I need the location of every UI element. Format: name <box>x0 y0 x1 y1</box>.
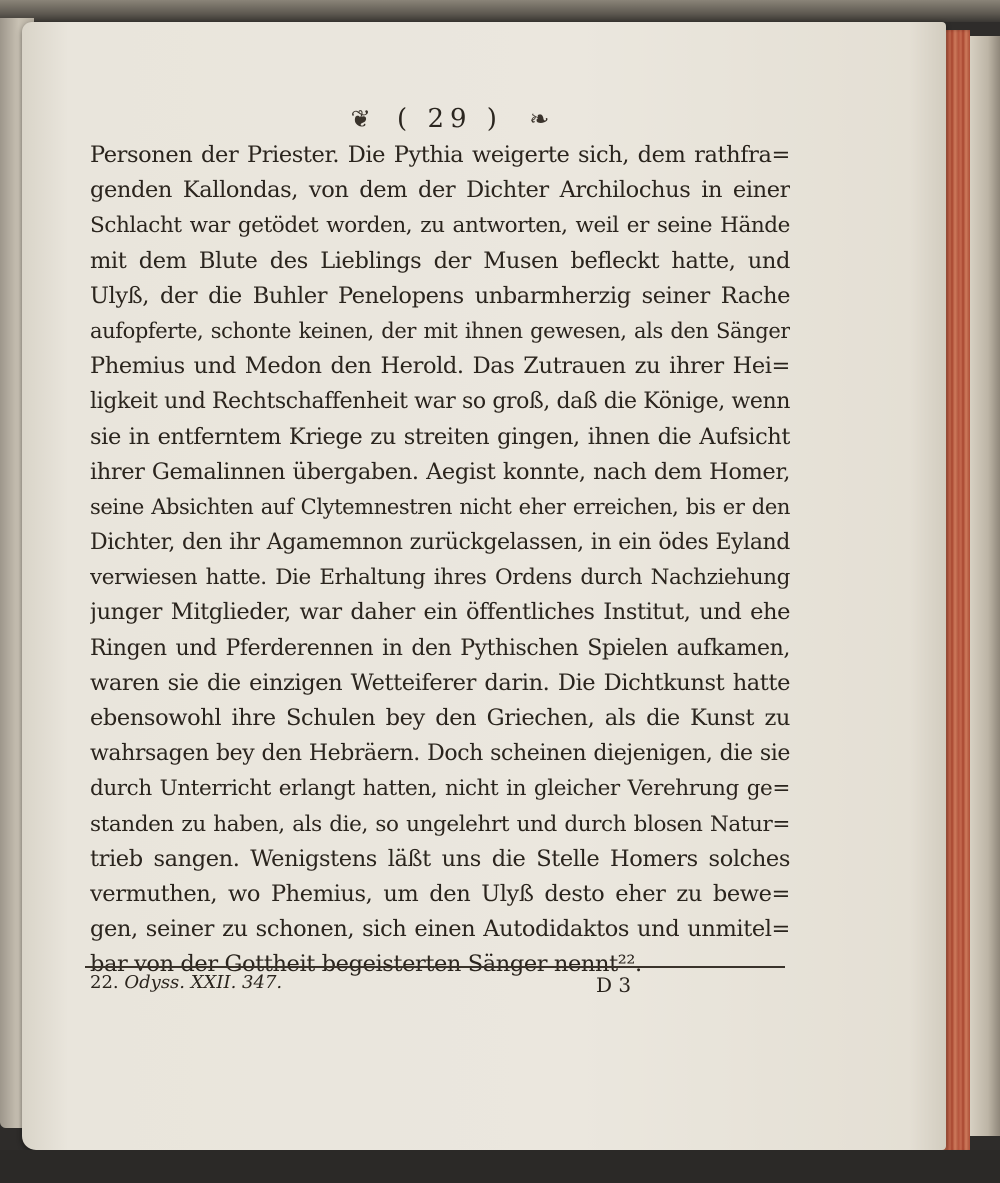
text-line: genden Kallondas, von dem der Dichter Archilochus in einer <box>90 177 790 204</box>
text-line: bar von der Gottheit begeisterten Sänger nennt²². <box>90 951 642 978</box>
text-line: sie in entferntem Kriege zu streiten gingen, ihnen die Aufsicht <box>90 423 790 450</box>
text-line: ebensowohl ihre Schulen bey den Griechen, als die Kunst zu <box>90 705 790 731</box>
text-line: verwiesen hatte. Die Erhaltung ihres Ordens durch Nachziehung <box>90 565 790 591</box>
footnote-rule <box>85 966 785 968</box>
text-line: standen zu haben, als die, so ungelehrt und durch blosen Natur= <box>90 811 790 837</box>
text-line: mit dem Blute des Lieblings der Musen befleckt hatte, und <box>90 247 790 274</box>
text-line: Personen der Priester. Die Pythia weigerte sich, dem rathfra= <box>90 142 790 168</box>
text-line: waren sie die einzigen Wetteiferer darin. Die Dichtkunst hatte <box>90 669 790 696</box>
page-header <box>0 104 900 134</box>
ornament-right-icon: ❧ <box>529 105 550 133</box>
text-line: wahrsagen bey den Hebräern. Doch scheinen diejenigen, die sie <box>90 741 790 767</box>
text-line: vermuthen, wo Phemius, um den Ulyß desto eher zu bewe= <box>90 880 790 907</box>
text-line: seine Absichten auf Clytemnestren nicht eher erreichen, bis er den <box>90 494 790 519</box>
text-line: ihrer Gemalinnen übergaben. Aegist konnte, nach dem Homer, <box>90 458 790 485</box>
text-line: junger Mitglieder, war daher ein öffentliches Institut, und ehe <box>90 599 790 626</box>
book-spine-top <box>0 0 1000 22</box>
text-line: Phemius und Medon den Herold. Das Zutrauen zu ihrer Hei= <box>90 353 790 380</box>
text-line: Ringen und Pferderennen in den Pythischen Spielen aufkamen, <box>90 635 790 661</box>
page-number: ( 29 ) <box>397 104 503 134</box>
text-line: Schlacht war getödet worden, zu antworten, weil er seine Hände <box>90 213 790 239</box>
text-line: gen, seiner zu schonen, sich einen Autodidaktos und unmitel= <box>90 916 790 943</box>
text-line: durch Unterricht erlangt hatten, nicht in gleicher Verehrung ge= <box>90 776 790 802</box>
book-bottom-shadow <box>0 1150 1000 1183</box>
text-line: ligkeit und Rechtschaffenheit war so groß, daß die Könige, wenn <box>90 389 790 415</box>
outer-page-edge <box>970 36 1000 1136</box>
ornament-left-icon: ❦ <box>350 105 371 133</box>
text-line: trieb sangen. Wenigstens läßt uns die Stelle Homers solches <box>90 845 790 872</box>
text-line: aufopferte, schonte keinen, der mit ihnen gewesen, als den Sänger <box>90 318 790 343</box>
signature-mark: D 3 <box>596 973 632 997</box>
text-line: Dichter, den ihr Agamemnon zurückgelassen, in ein ödes Eyland <box>90 530 790 556</box>
text-line: Ulyß, der die Buhler Penelopens unbarmherzig seiner Rache <box>90 282 790 309</box>
footnote-number: 22. <box>90 972 119 993</box>
footnote <box>90 972 282 993</box>
main-text <box>90 138 790 983</box>
footnote-reference: Odyss. XXII. 347. <box>124 972 283 993</box>
